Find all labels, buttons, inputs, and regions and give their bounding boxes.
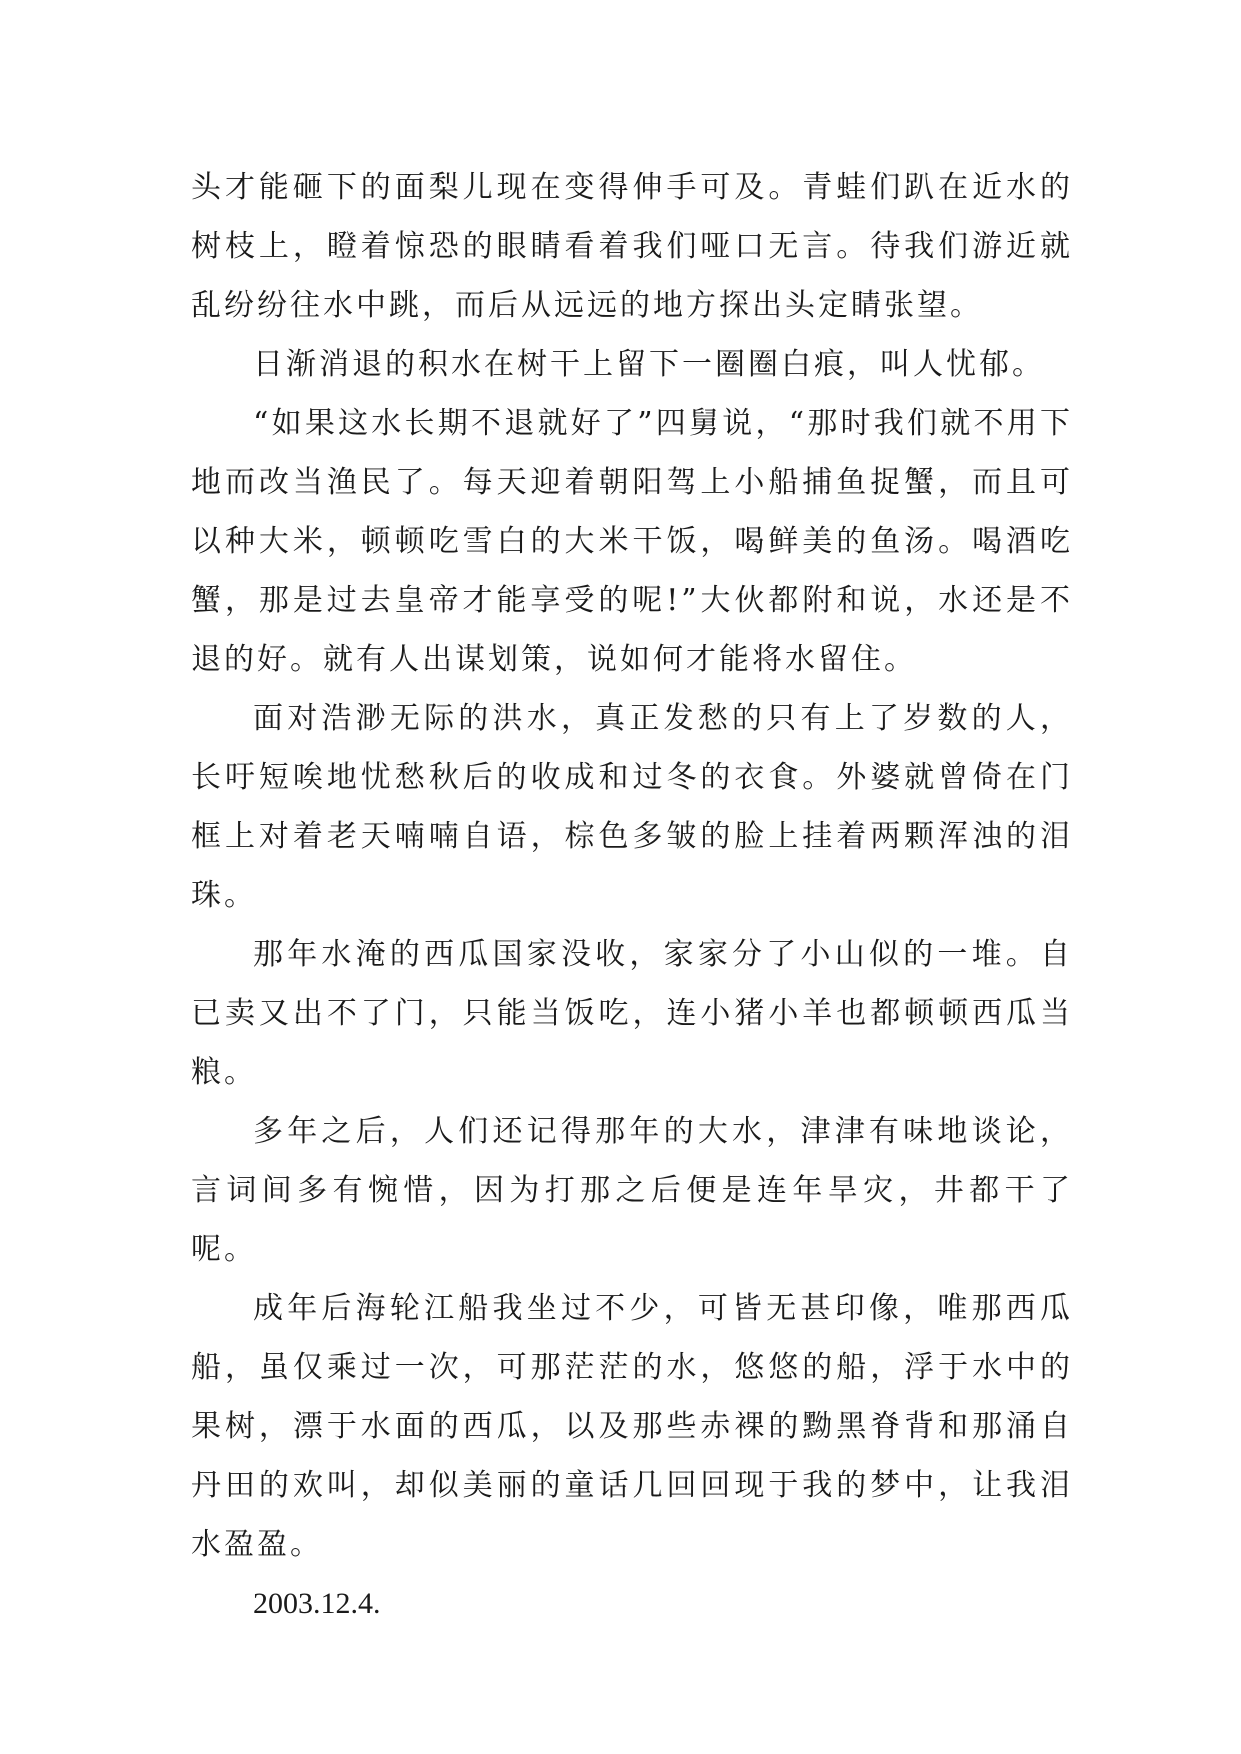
date-line: 2003.12.4. bbox=[253, 1587, 381, 1620]
paragraph-7: 成年后海轮江船我坐过不少，可皆无甚印像，唯那西瓜船，虽仅乘过一次，可那茫茫的水，悠悠的船，浮于水中的果树，漂于水面的西瓜，以及那些赤裸的黝黑脊背和那涌自丹田的欢叫，却似美丽的童话几回回现于我的梦中，让我泪水盈盈。 bbox=[191, 1291, 1073, 1562]
paragraph-4: 面对浩渺无际的洪水，真正发愁的只有上了岁数的人，长吁短唉地忧愁秋后的收成和过冬的衣食。外婆就曾倚在门框上对着老天喃喃自语，棕色多皱的脸上挂着两颗浑浊的泪珠。 bbox=[191, 701, 1073, 913]
paragraph-6: 多年之后，人们还记得那年的大水，津津有味地谈论，言词间多有惋惜，因为打那之后便是连年旱灾，井都干了呢。 bbox=[191, 1114, 1073, 1267]
paragraph-3: “如果这水长期不退就好了”四舅说，“那时我们就不用下地而改当渔民了。每天迎着朝阳驾上小船捕鱼捉蟹，而且可以种大米，顿顿吃雪白的大米干饭，喝鲜美的鱼汤。喝酒吃蟹，那是过去皇帝才能享受的呢!”大伙都附和说，水还是不退的好。就有人出谋划策，说如何才能将水留住。 bbox=[191, 406, 1073, 677]
paragraph-1: 头才能砸下的面梨儿现在变得伸手可及。青蛙们趴在近水的树枝上，瞪着惊恐的眼睛看着我们哑口无言。待我们游近就乱纷纷往水中跳，而后从远远的地方探出头定睛张望。 bbox=[191, 170, 1073, 323]
article-body bbox=[191, 158, 1073, 1633]
paragraph-2: 日渐消退的积水在树干上留下一圈圈白痕，叫人忧郁。 bbox=[253, 347, 1045, 382]
paragraph-5: 那年水淹的西瓜国家没收，家家分了小山似的一堆。自已卖又出不了门，只能当饭吃，连小猪小羊也都顿顿西瓜当粮。 bbox=[191, 937, 1073, 1090]
